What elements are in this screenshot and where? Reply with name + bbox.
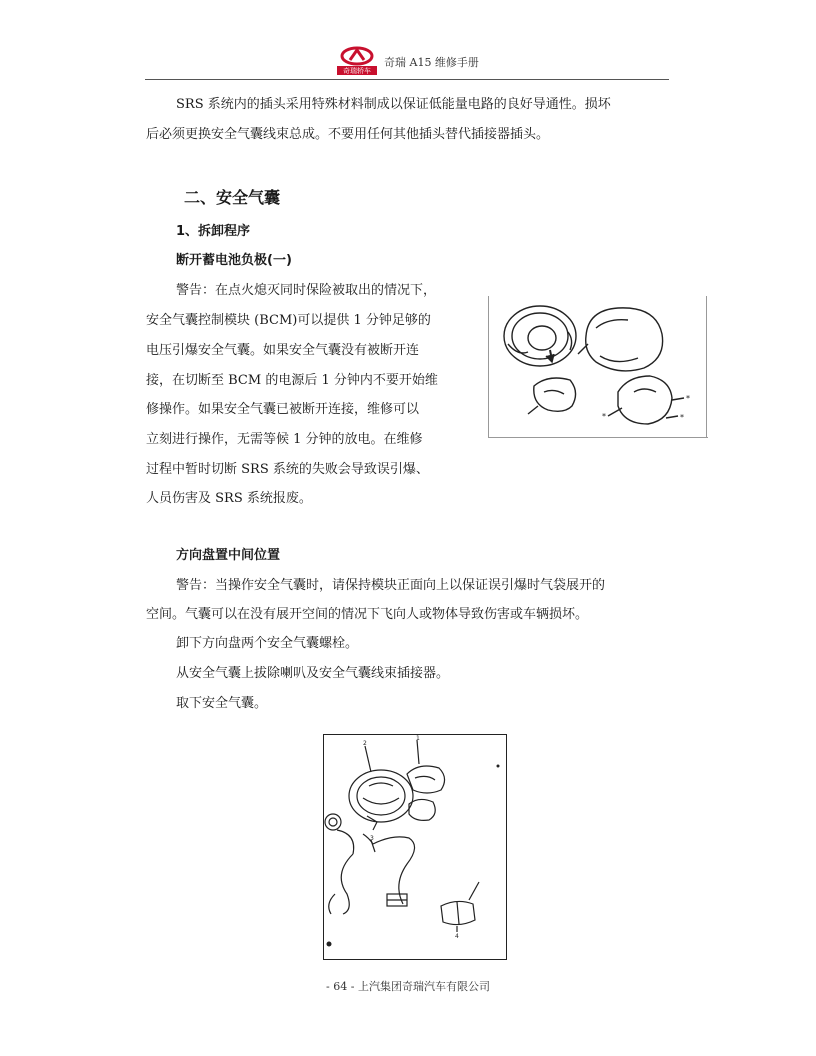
instruction-line: 取下安全气囊。 xyxy=(176,696,268,711)
warning1-line: 安全气囊控制模块 (BCM)可以提供 1 分钟足够的 xyxy=(146,313,431,328)
warning1-line: 警告：在点火熄灭同时保险被取出的情况下， xyxy=(176,283,437,298)
intro-line-2: 后必须更换安全气囊线束总成。不要用任何其他插头替代插接器插头。 xyxy=(146,127,550,142)
warning1-line: 人员伤害及 SRS 系统报废。 xyxy=(146,491,312,506)
instruction-line: 卸下方向盘两个安全气囊螺栓。 xyxy=(176,636,359,651)
svg-text:*: * xyxy=(680,413,684,422)
svg-text:*: * xyxy=(686,394,690,403)
warning1-line: 立刻进行操作，无需等候 1 分钟的放电。在维修 xyxy=(146,432,423,447)
subsection-title: 1、拆卸程序 xyxy=(176,224,251,239)
step2-title: 方向盘置中间位置 xyxy=(176,548,281,563)
warning2-line-2: 空间。气囊可以在没有展开空间的情况下飞向人或物体导致伤害或车辆损坏。 xyxy=(146,607,589,622)
section-title: 二、安全气囊 xyxy=(184,188,281,207)
warning1-line: 接，在切断至 BCM 的电源后 1 分钟内不要开始维 xyxy=(146,373,438,388)
warning1-line: 修操作。如果安全气囊已被断开连接，维修可以 xyxy=(146,402,420,417)
intro-line-1: SRS 系统内的插头采用特殊材料制成以保证低能量电路的良好导通性。损坏 xyxy=(176,97,611,112)
callout-label: 3 xyxy=(370,835,374,842)
callout-label: 1 xyxy=(416,735,420,742)
airbag-illustration xyxy=(488,296,708,438)
step1-title: 断开蓄电池负极(一) xyxy=(176,253,292,268)
warning2-line-1: 警告：当操作安全气囊时，请保持模块正面向上以保证误引爆时气袋展开的 xyxy=(176,578,606,593)
svg-text:*: * xyxy=(602,412,606,421)
warning1-line: 电压引爆安全气囊。如果安全气囊没有被断开连 xyxy=(146,343,420,358)
instruction-line: 从安全气囊上拔除喇叭及安全气囊线束插接器。 xyxy=(176,666,450,681)
chery-logo xyxy=(336,46,378,76)
airbag-exploded-diagram xyxy=(323,734,507,960)
header-divider xyxy=(145,79,669,80)
logo-text: 奇瑞轿车 xyxy=(343,67,371,75)
callout-label: 4 xyxy=(455,933,459,940)
page-footer: - 64 - 上汽集团奇瑞汽车有限公司 xyxy=(326,980,490,993)
warning1-line: 过程中暂时切断 SRS 系统的失败会导致误引爆、 xyxy=(146,462,429,477)
header-title: 奇瑞 A15 维修手册 xyxy=(384,56,479,69)
callout-label: 2 xyxy=(363,740,367,747)
